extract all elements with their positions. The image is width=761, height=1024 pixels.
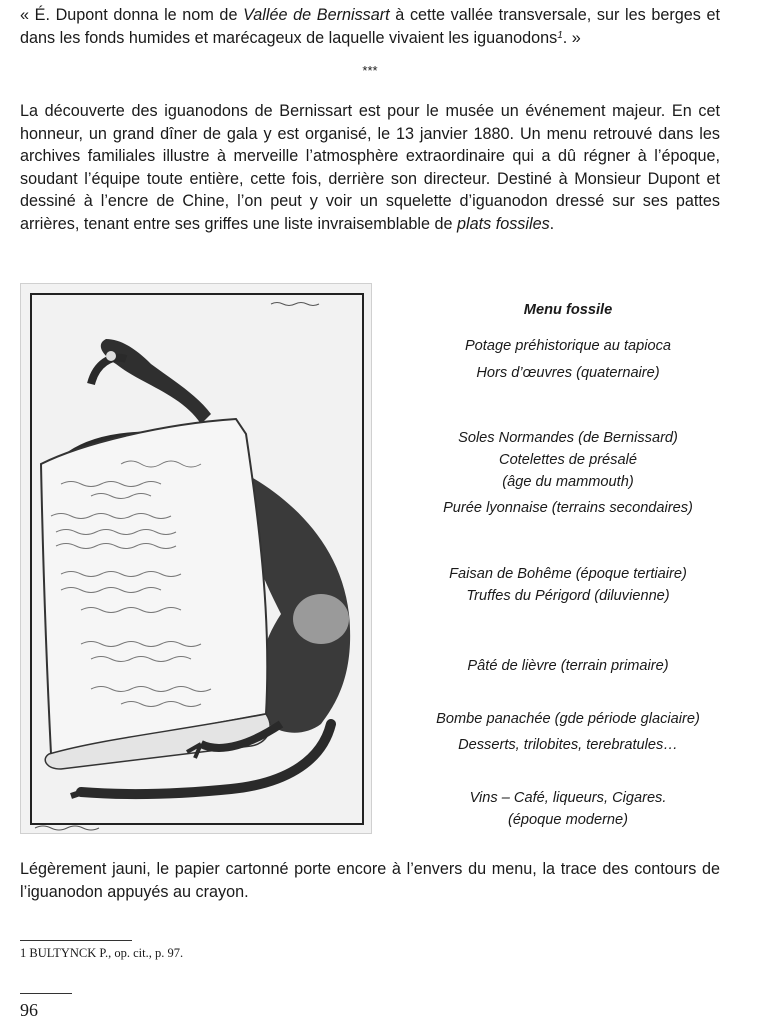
quote-text-cont: à cette vallée transversale, sur les berges et dans les fonds humides et marécageux de laquelle vivaient les iguanodons: [20, 6, 721, 47]
menu-line: (époque moderne): [507, 812, 629, 828]
section-separator: ***: [362, 63, 378, 78]
menu-line: Purée lyonnaise (terrains secondaires): [443, 500, 693, 516]
page-number: 96: [20, 1000, 38, 1020]
menu-line: Hors d’œuvres (quaternaire): [476, 365, 660, 381]
discovery-text: La découverte des iguanodons de Bernissart est pour le musée un événement majeur. En cet honneur, un grand dîner de gala y est organisé, le 13 janvier 1880. Un menu retrouvé dans les archives familiales illustre à merveille l’atmosphère extraordinaire qui a dû régner à l’époque, soudant l’équipe toute entière, cette fois, derrière son directeur. Destiné à Monsieur Dupont et dessiné à l’encre de Chine, l’on peut y voir un squelette d’iguanodon dressé sur ses pattes arrières, tenant entre ses griffes une liste invraisemblable de: [20, 102, 720, 233]
quote-text: « É. Dupont donna le nom de: [20, 6, 244, 24]
iguanodon-menu-drawing: [20, 283, 372, 834]
footnote: 1 BULTYNCK P., op. cit., p. 97.: [20, 946, 184, 960]
iguanodon-skeleton-illustration: [21, 284, 372, 834]
menu-line: Soles Normandes (de Bernissard): [458, 430, 678, 446]
menu-line: (âge du mammouth): [502, 474, 634, 490]
footnote-ref[interactable]: 1: [557, 29, 563, 41]
menu-title: Menu fossile: [523, 302, 613, 318]
quote-close: . »: [562, 28, 581, 47]
menu-line: Desserts, trilobites, terebratules…: [458, 737, 678, 753]
menu-line: Faisan de Bohême (époque tertiaire): [449, 566, 687, 582]
quote-italic-place: Vallée de Bernissart: [243, 6, 390, 24]
page-number-divider: [20, 993, 72, 994]
menu-line: Vins – Café, liqueurs, Cigares.: [469, 790, 667, 806]
discovery-italic: plats fossiles: [457, 214, 550, 233]
menu-line: Truffes du Périgord (diluvienne): [466, 588, 670, 604]
menu-line: Pâté de lièvre (terrain primaire): [467, 658, 669, 674]
menu-line: Cotelettes de présalé: [499, 452, 637, 468]
discovery-end: .: [549, 214, 555, 233]
menu-line: Potage préhistorique au tapioca: [464, 338, 672, 354]
footnote-divider: [20, 940, 132, 941]
menu-line: Bombe panachée (gde période glaciaire): [436, 711, 700, 727]
closing-paragraph: Légèrement jauni, le papier cartonné porte encore à l’envers du menu, la trace des contours de l’iguanodon appuyés au crayon.: [20, 860, 720, 901]
